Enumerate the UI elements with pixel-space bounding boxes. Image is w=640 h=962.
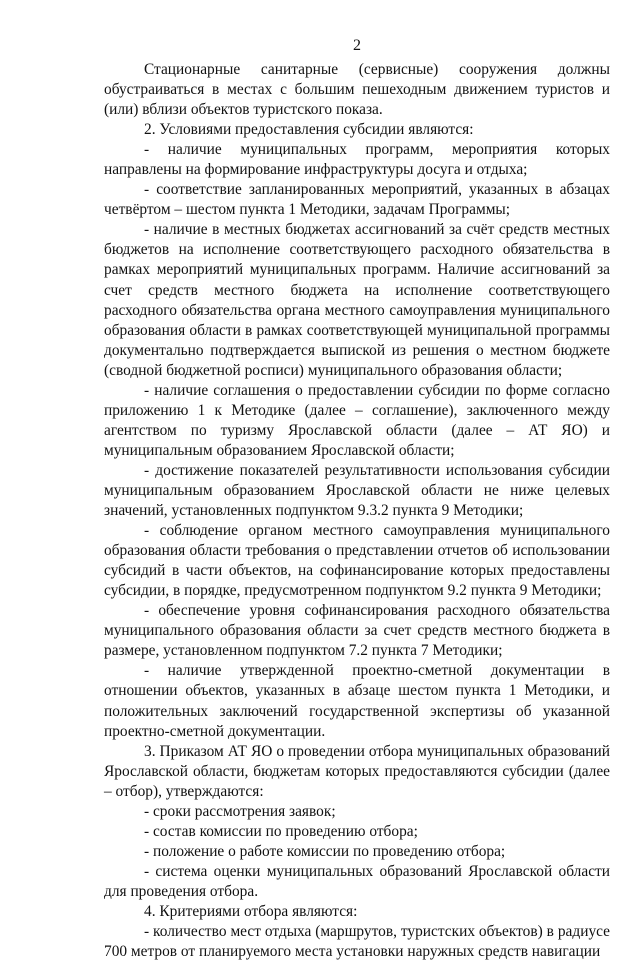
paragraph: 4. Критериями отбора являются: [144,902,358,920]
paragraph: - соответствие запланированных мероприятий, указанных в абзацах четвёртом – шестом пункта 1 Методики, задачам Программы; [104,181,610,219]
paragraph: - количество мест отдыха (маршрутов, туристских объектов) в радиусе 700 метров от планируемого места установки наружных средств навигации [104,923,610,961]
paragraph: - наличие в местных бюджетах ассигнований за счёт средств местных бюджетов на исполнение соответствующего расходного обязательства в рамках мероприятий муниципальных программ. Наличие ассигнований за счет средств местного бюджета на исполнение соответствующего расходного обязательства органа местного самоуправления муниципального образования области в рамках соответствующей муниципальной программы документально подтверждается выпиской из решения о местном бюджете (сводной бюджетной росписи) муниципального образования области; [104,221,610,379]
paragraph: Стационарные санитарные (сервисные) сооружения должны обустраиваться в местах с большим пешеходным движением туристов и (или) вблизи объектов туристского показа. [104,61,610,119]
paragraph: - обеспечение уровня софинансирования расходного обязательства муниципального образования области за счет средств местного бюджета в размере, установленном подпунктом 7.2 пункта 7 Методики; [104,602,610,660]
paragraph: - наличие соглашения о предоставлении субсидии по форме согласно приложению 1 к Методике (далее – соглашение), заключенного между агентством по туризму Ярославской области (далее – АТ ЯО) и муниципальным образованием Ярославской области; [104,381,610,459]
paragraph: - соблюдение органом местного самоуправления муниципального образования области требования о представлении отчетов об использовании субсидий в части объектов, на софинансирование которых предоставлены субсидии, в порядке, предусмотренном подпунктом 9.2 пункта 9 Методики; [104,522,610,600]
document-body [104,60,610,962]
paragraph: - положение о работе комиссии по проведению отбора; [144,842,506,860]
paragraph: - наличие утвержденной проектно-сметной документации в отношении объектов, указанных в абзаце шестом пункта 1 Методики, и положительных заключений государственной экспертизы об указанной проектно-сметной документации. [104,662,610,740]
paragraph: - достижение показателей результативности использования субсидии муниципальным образованием Ярославской области не ниже целевых значений, установленных подпунктом 9.3.2 пункта 9 Методики; [104,461,610,520]
page-number: 2 [353,37,361,54]
paragraph: 2. Условиями предоставления субсидии являются: [144,121,474,139]
paragraph: - сроки рассмотрения заявок; [144,802,336,820]
paragraph: - наличие муниципальных программ, мероприятия которых направлены на формирование инфраструктуры досуга и отдыха; [104,141,610,179]
paragraph: - система оценки муниципальных образований Ярославской области для проведения отбора. [104,862,610,900]
paragraph: 3. Приказом АТ ЯО о проведении отбора муниципальных образований Ярославской области, бюджетам которых предоставляются субсидии (далее – отбор), утверждаются: [104,742,610,800]
paragraph: - состав комиссии по проведению отбора; [144,822,418,840]
document-page [104,36,610,961]
